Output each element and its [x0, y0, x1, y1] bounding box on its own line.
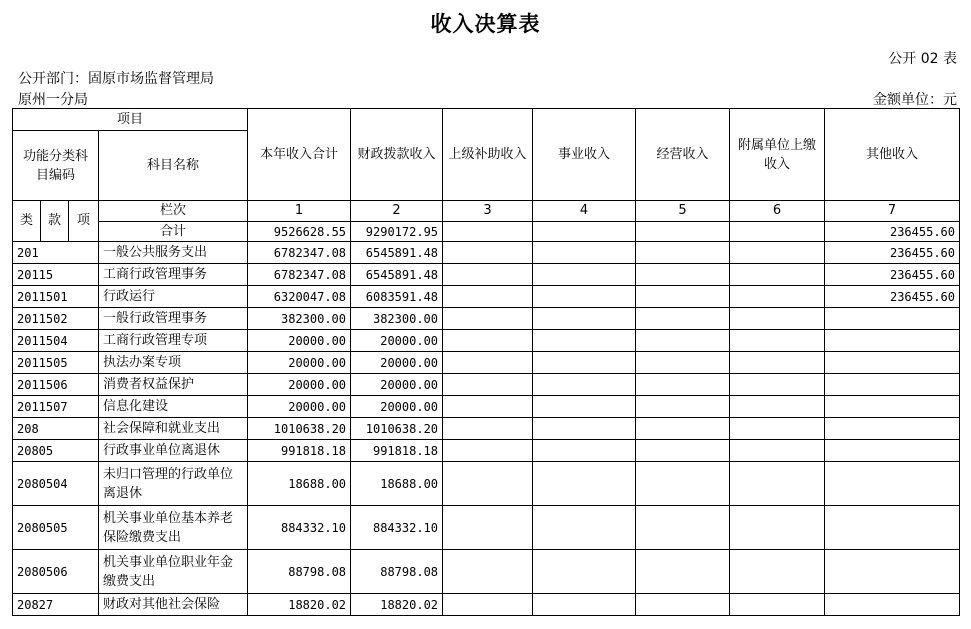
- amount-unit: 金额单位：元: [873, 92, 957, 108]
- row-fiscal: 20000.00: [351, 374, 443, 396]
- row-business: [533, 396, 636, 418]
- row-operation: [636, 308, 730, 330]
- row-operation: [636, 594, 730, 616]
- row-code: 208: [13, 418, 99, 440]
- row-subject-name: 机关事业单位职业年金缴费支出: [99, 550, 248, 594]
- row-affiliated: [730, 418, 825, 440]
- lei-header: 类: [13, 201, 41, 242]
- row-total: 20000.00: [248, 396, 351, 418]
- row-subject-name: 消费者权益保护: [99, 374, 248, 396]
- row-affiliated: [730, 506, 825, 550]
- row-operation: [636, 330, 730, 352]
- other-header: 其他收入: [825, 109, 960, 201]
- table-row: [13, 418, 960, 440]
- table-row: [13, 594, 960, 616]
- col-number-4: 4: [533, 201, 636, 222]
- row-total: 18820.02: [248, 594, 351, 616]
- row-other: 236455.60: [825, 286, 960, 308]
- row-affiliated: [730, 396, 825, 418]
- row-fiscal: 382300.00: [351, 308, 443, 330]
- row-business: [533, 286, 636, 308]
- row-business: [533, 418, 636, 440]
- row-fiscal: 6545891.48: [351, 242, 443, 264]
- row-fiscal: 20000.00: [351, 396, 443, 418]
- row-subject-name: 行政事业单位离退休: [99, 440, 248, 462]
- row-code: 20115: [13, 264, 99, 286]
- row-affiliated: [730, 286, 825, 308]
- row-code: 2011502: [13, 308, 99, 330]
- row-other: 236455.60: [825, 242, 960, 264]
- row-other: [825, 396, 960, 418]
- table-row: [13, 242, 960, 264]
- row-code: 2080505: [13, 506, 99, 550]
- table-row: [13, 396, 960, 418]
- row-affiliated: [730, 594, 825, 616]
- row-code: 20805: [13, 440, 99, 462]
- row-operation: [636, 506, 730, 550]
- income-table: [12, 108, 960, 616]
- row-superior: [443, 352, 533, 374]
- row-code: 2011504: [13, 330, 99, 352]
- col-number-7: 7: [825, 201, 960, 222]
- col-number-5: 5: [636, 201, 730, 222]
- xiang-header: 项: [69, 201, 99, 242]
- row-affiliated: [730, 374, 825, 396]
- fiscal-header: 财政拨款收入: [351, 109, 443, 201]
- row-other: [825, 550, 960, 594]
- row-fiscal: 991818.18: [351, 440, 443, 462]
- row-other: [825, 506, 960, 550]
- department-line-1: 公开部门：固原市场监督管理局: [18, 71, 214, 87]
- table-row: [13, 264, 960, 286]
- row-fiscal: 1010638.20: [351, 418, 443, 440]
- col-number-6: 6: [730, 201, 825, 222]
- row-other: 236455.60: [825, 264, 960, 286]
- total-header: 本年收入合计: [248, 109, 351, 201]
- row-business: [533, 594, 636, 616]
- row-business: [533, 242, 636, 264]
- superior-header: 上级补助收入: [443, 109, 533, 201]
- row-business: [533, 308, 636, 330]
- row-other: [825, 308, 960, 330]
- func-code-header: 功能分类科目编码: [13, 131, 99, 201]
- row-total: 6782347.08: [248, 264, 351, 286]
- row-total: 382300.00: [248, 308, 351, 330]
- row-subject-name: 行政运行: [99, 286, 248, 308]
- row-subject-name: 一般行政管理事务: [99, 308, 248, 330]
- row-total: 18688.00: [248, 462, 351, 506]
- row-fiscal: 6545891.48: [351, 264, 443, 286]
- row-other: [825, 594, 960, 616]
- row-subject-name: 机关事业单位基本养老保险缴费支出: [99, 506, 248, 550]
- total-row-superior: [443, 222, 533, 242]
- row-fiscal: 18820.02: [351, 594, 443, 616]
- row-subject-name: 信息化建设: [99, 396, 248, 418]
- row-business: [533, 264, 636, 286]
- row-subject-name: 工商行政管理专项: [99, 330, 248, 352]
- table-row: [13, 550, 960, 594]
- total-row-operation: [636, 222, 730, 242]
- row-fiscal: 88798.08: [351, 550, 443, 594]
- total-row-affiliated: [730, 222, 825, 242]
- row-subject-name: 一般公共服务支出: [99, 242, 248, 264]
- row-operation: [636, 374, 730, 396]
- row-operation: [636, 242, 730, 264]
- total-row-other: 236455.60: [825, 222, 960, 242]
- row-superior: [443, 506, 533, 550]
- row-code: 2011507: [13, 396, 99, 418]
- row-operation: [636, 550, 730, 594]
- row-code: 2011506: [13, 374, 99, 396]
- operation-header: 经营收入: [636, 109, 730, 201]
- row-superior: [443, 440, 533, 462]
- table-row: [13, 308, 960, 330]
- page-title: 收入决算表: [430, 12, 541, 36]
- row-other: [825, 374, 960, 396]
- row-subject-name: 社会保障和就业支出: [99, 418, 248, 440]
- row-business: [533, 550, 636, 594]
- subject-name-header: 科目名称: [99, 131, 248, 201]
- row-superior: [443, 550, 533, 594]
- row-business: [533, 374, 636, 396]
- row-code: 20827: [13, 594, 99, 616]
- row-fiscal: 20000.00: [351, 330, 443, 352]
- row-operation: [636, 440, 730, 462]
- row-fiscal: 6083591.48: [351, 286, 443, 308]
- row-fiscal: 18688.00: [351, 462, 443, 506]
- row-other: [825, 418, 960, 440]
- row-affiliated: [730, 352, 825, 374]
- table-row: [13, 506, 960, 550]
- row-business: [533, 352, 636, 374]
- affiliated-header: 附属单位上缴收入: [730, 109, 825, 201]
- row-superior: [443, 242, 533, 264]
- row-total: 6320047.08: [248, 286, 351, 308]
- row-code: 2011505: [13, 352, 99, 374]
- row-business: [533, 506, 636, 550]
- row-subject-name: 财政对其他社会保险: [99, 594, 248, 616]
- row-affiliated: [730, 330, 825, 352]
- table-row: [13, 462, 960, 506]
- row-affiliated: [730, 264, 825, 286]
- row-operation: [636, 352, 730, 374]
- row-total: 20000.00: [248, 330, 351, 352]
- row-total: 20000.00: [248, 374, 351, 396]
- total-row-fiscal: 9290172.95: [351, 222, 443, 242]
- row-affiliated: [730, 462, 825, 506]
- row-total: 884332.10: [248, 506, 351, 550]
- row-affiliated: [730, 550, 825, 594]
- row-superior: [443, 418, 533, 440]
- table-row: [13, 352, 960, 374]
- kuan-header: 款: [41, 201, 69, 242]
- row-total: 1010638.20: [248, 418, 351, 440]
- table-row: [13, 374, 960, 396]
- row-affiliated: [730, 440, 825, 462]
- row-total: 88798.08: [248, 550, 351, 594]
- row-superior: [443, 594, 533, 616]
- lanci-label: 栏次: [99, 201, 248, 222]
- item-header: 项目: [13, 109, 248, 131]
- row-subject-name: 工商行政管理事务: [99, 264, 248, 286]
- row-business: [533, 330, 636, 352]
- row-operation: [636, 396, 730, 418]
- col-number-2: 2: [351, 201, 443, 222]
- department-line-2: 原州一分局: [18, 92, 88, 108]
- row-superior: [443, 462, 533, 506]
- row-business: [533, 462, 636, 506]
- row-superior: [443, 308, 533, 330]
- row-total: 20000.00: [248, 352, 351, 374]
- table-row: [13, 330, 960, 352]
- row-code: 201: [13, 242, 99, 264]
- row-other: [825, 330, 960, 352]
- row-affiliated: [730, 242, 825, 264]
- business-header: 事业收入: [533, 109, 636, 201]
- col-number-1: 1: [248, 201, 351, 222]
- row-operation: [636, 264, 730, 286]
- row-subject-name: 未归口管理的行政单位离退休: [99, 462, 248, 506]
- row-other: [825, 352, 960, 374]
- row-total: 6782347.08: [248, 242, 351, 264]
- row-code: 2080506: [13, 550, 99, 594]
- row-operation: [636, 462, 730, 506]
- table-row: [13, 286, 960, 308]
- row-fiscal: 20000.00: [351, 352, 443, 374]
- row-business: [533, 440, 636, 462]
- row-fiscal: 884332.10: [351, 506, 443, 550]
- row-affiliated: [730, 308, 825, 330]
- row-superior: [443, 374, 533, 396]
- row-operation: [636, 286, 730, 308]
- row-superior: [443, 286, 533, 308]
- row-other: [825, 462, 960, 506]
- row-total: 991818.18: [248, 440, 351, 462]
- row-other: [825, 440, 960, 462]
- row-code: 2011501: [13, 286, 99, 308]
- col-number-3: 3: [443, 201, 533, 222]
- row-code: 2080504: [13, 462, 99, 506]
- table-row: [13, 440, 960, 462]
- row-superior: [443, 330, 533, 352]
- row-superior: [443, 396, 533, 418]
- row-superior: [443, 264, 533, 286]
- total-row-business: [533, 222, 636, 242]
- form-number: 公开 02 表: [888, 51, 957, 67]
- row-subject-name: 执法办案专项: [99, 352, 248, 374]
- heji-label: 合计: [99, 222, 248, 242]
- row-operation: [636, 418, 730, 440]
- total-row-total: 9526628.55: [248, 222, 351, 242]
